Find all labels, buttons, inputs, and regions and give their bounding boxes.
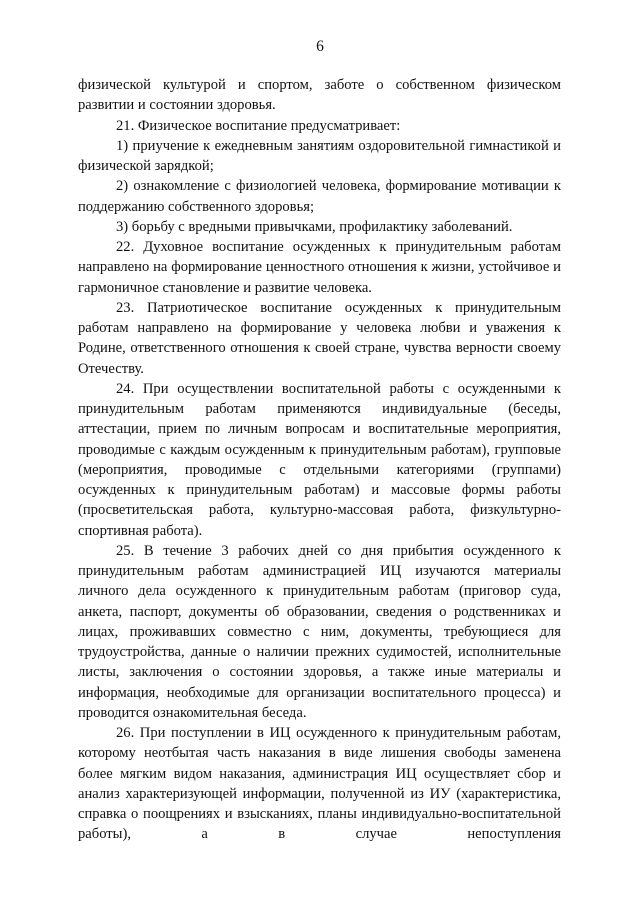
paragraph-26: 26. При поступлении в ИЦ осужденного к принудительным работам, которому неотбытая часть наказания в виде лишения свободы заменена более мягким видом наказания, администрация ИЦ осуществляет сбор и анализ характеризующей информации, полученной из ИУ (характеристика, справка о поощрениях и взысканиях, планы индивидуально-воспитательной работы), а в случае непоступления [78,725,561,843]
paragraph-25: 25. В течение 3 рабочих дней со дня прибытия осужденного к принудительным работам администрацией ИЦ изучаются материалы личного дела осужденного к принудительным работам (приговор суда, анкета, паспорт, документы об образовании, сведения о родственниках и лицах, проживавших совместно с ним, документы, требующиеся для трудоустройства, данные о наличии прежних судимостей, исполнительные листы, заключения о состоянии здоровья, а также иные материалы и информация, необходимые для организации воспитательного процесса) и проводится ознакомительная беседа. [78,542,561,721]
paragraph-24: 24. При осуществлении воспитательной работы с осужденными к принудительным работам применяются индивидуальные (беседы, аттестации, прием по личным вопросам и воспитательные мероприятия, проводимые с каждым осужденным к принудительным работам), групповые (мероприятия, проводимые с отдельными категориями (группами) осужденных к принудительным работам) и массовые формы работы (просветительская работа, культурно-массовая работа, физкультурно-спортивная работа). [78,380,561,539]
page-number: 6 [316,38,324,55]
paragraph-23: 23. Патриотическое воспитание осужденных к принудительным работам направлено на формирование у человека любви и уважения к Родине, ответственного отношения к своей стране, чувства верности своему Отечеству. [78,299,561,377]
paragraph-21: 21. Физическое воспитание предусматривает: [116,117,401,134]
document-body [78,75,561,845]
paragraph-22: 22. Духовное воспитание осужденных к принудительным работам направлено на формирование ценностного отношения к жизни, устойчивое и гармоничное становление и развитие человека. [78,239,561,296]
paragraph-21-item-3: 3) борьбу с вредными привычками, профилактику заболеваний. [116,218,513,235]
paragraph-continuation: физической культурой и спортом, заботе о собственном физическом развитии и состоянии здоровья. [78,77,561,114]
paragraph-21-item-2: 2) ознакомление с физиологией человека, формирование мотивации к поддержанию собственного здоровья; [78,178,561,215]
paragraph-21-item-1: 1) приучение к ежедневным занятиям оздоровительной гимнастикой и физической зарядкой; [78,137,561,174]
